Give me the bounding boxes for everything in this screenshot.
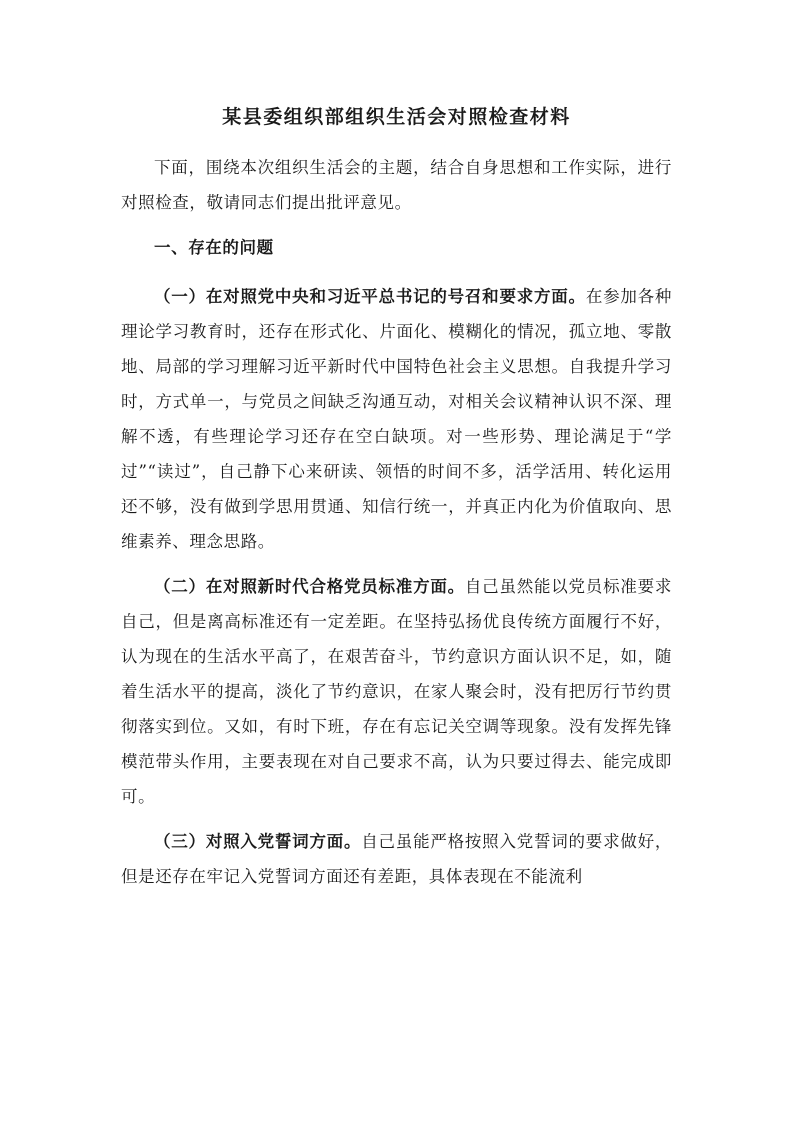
intro-paragraph: 下面，围绕本次组织生活会的主题，结合自身思想和工作实际，进行对照检查，敬请同志们提出批评意见。 bbox=[121, 158, 672, 212]
document-title: 某县委组织部组织生活会对照检查材料 bbox=[222, 106, 571, 128]
issue-text-2: 自己虽然能以党员标准要求自己，但是离高标准还有一定差距。在坚持弘扬优良传统方面履行不好，认为现在的生活水平高了，在艰苦奋斗，节约意识方面认识不足，如，随着生活水平的提高，淡化了节约意识，在家人聚会时，没有把厉行节约贯彻落实到位。又如，有时下班，存在有忘记关空调等现象。没有发挥先锋模范带头作用，主要表现在对自己要求不高，认为只要过得去、能完成即可。 bbox=[121, 577, 672, 806]
issue-lead-1: （一）在对照党中央和习近平总书记的号召和要求方面。 bbox=[154, 287, 586, 306]
issue-paragraph-3 bbox=[121, 824, 672, 894]
issue-lead-3: （三）对照入党誓词方面。 bbox=[154, 832, 362, 851]
issue-paragraph-2 bbox=[121, 569, 672, 814]
issue-lead-2: （二）在对照新时代合格党员标准方面。 bbox=[154, 577, 465, 596]
issue-text-1: 在参加各种理论学习教育时，还存在形式化、片面化、模糊化的情况，孤立地、零散地、局部的学习理解习近平新时代中国特色社会主义思想。自我提升学习时，方式单一，与党员之间缺乏沟通互动，对相关会议精神认识不深、理解不透，有些理论学习还存在空白缺项。对一些形势、理论满足于“学过”“读过”，自己静下心来研读、领悟的时间不多，活学活用、转化运用还不够，没有做到学思用贯通、知信行统一，并真正内化为价值取向、思维素养、理念思路。 bbox=[121, 287, 673, 551]
issue-paragraph-1 bbox=[121, 279, 672, 559]
issue-text-3: 自己虽能严格按照入党誓词的要求做好，但是还存在牢记入党誓词方面还有差距，具体表现在不能流利 bbox=[121, 832, 672, 886]
section-heading: 一、存在的问题 bbox=[154, 238, 274, 257]
